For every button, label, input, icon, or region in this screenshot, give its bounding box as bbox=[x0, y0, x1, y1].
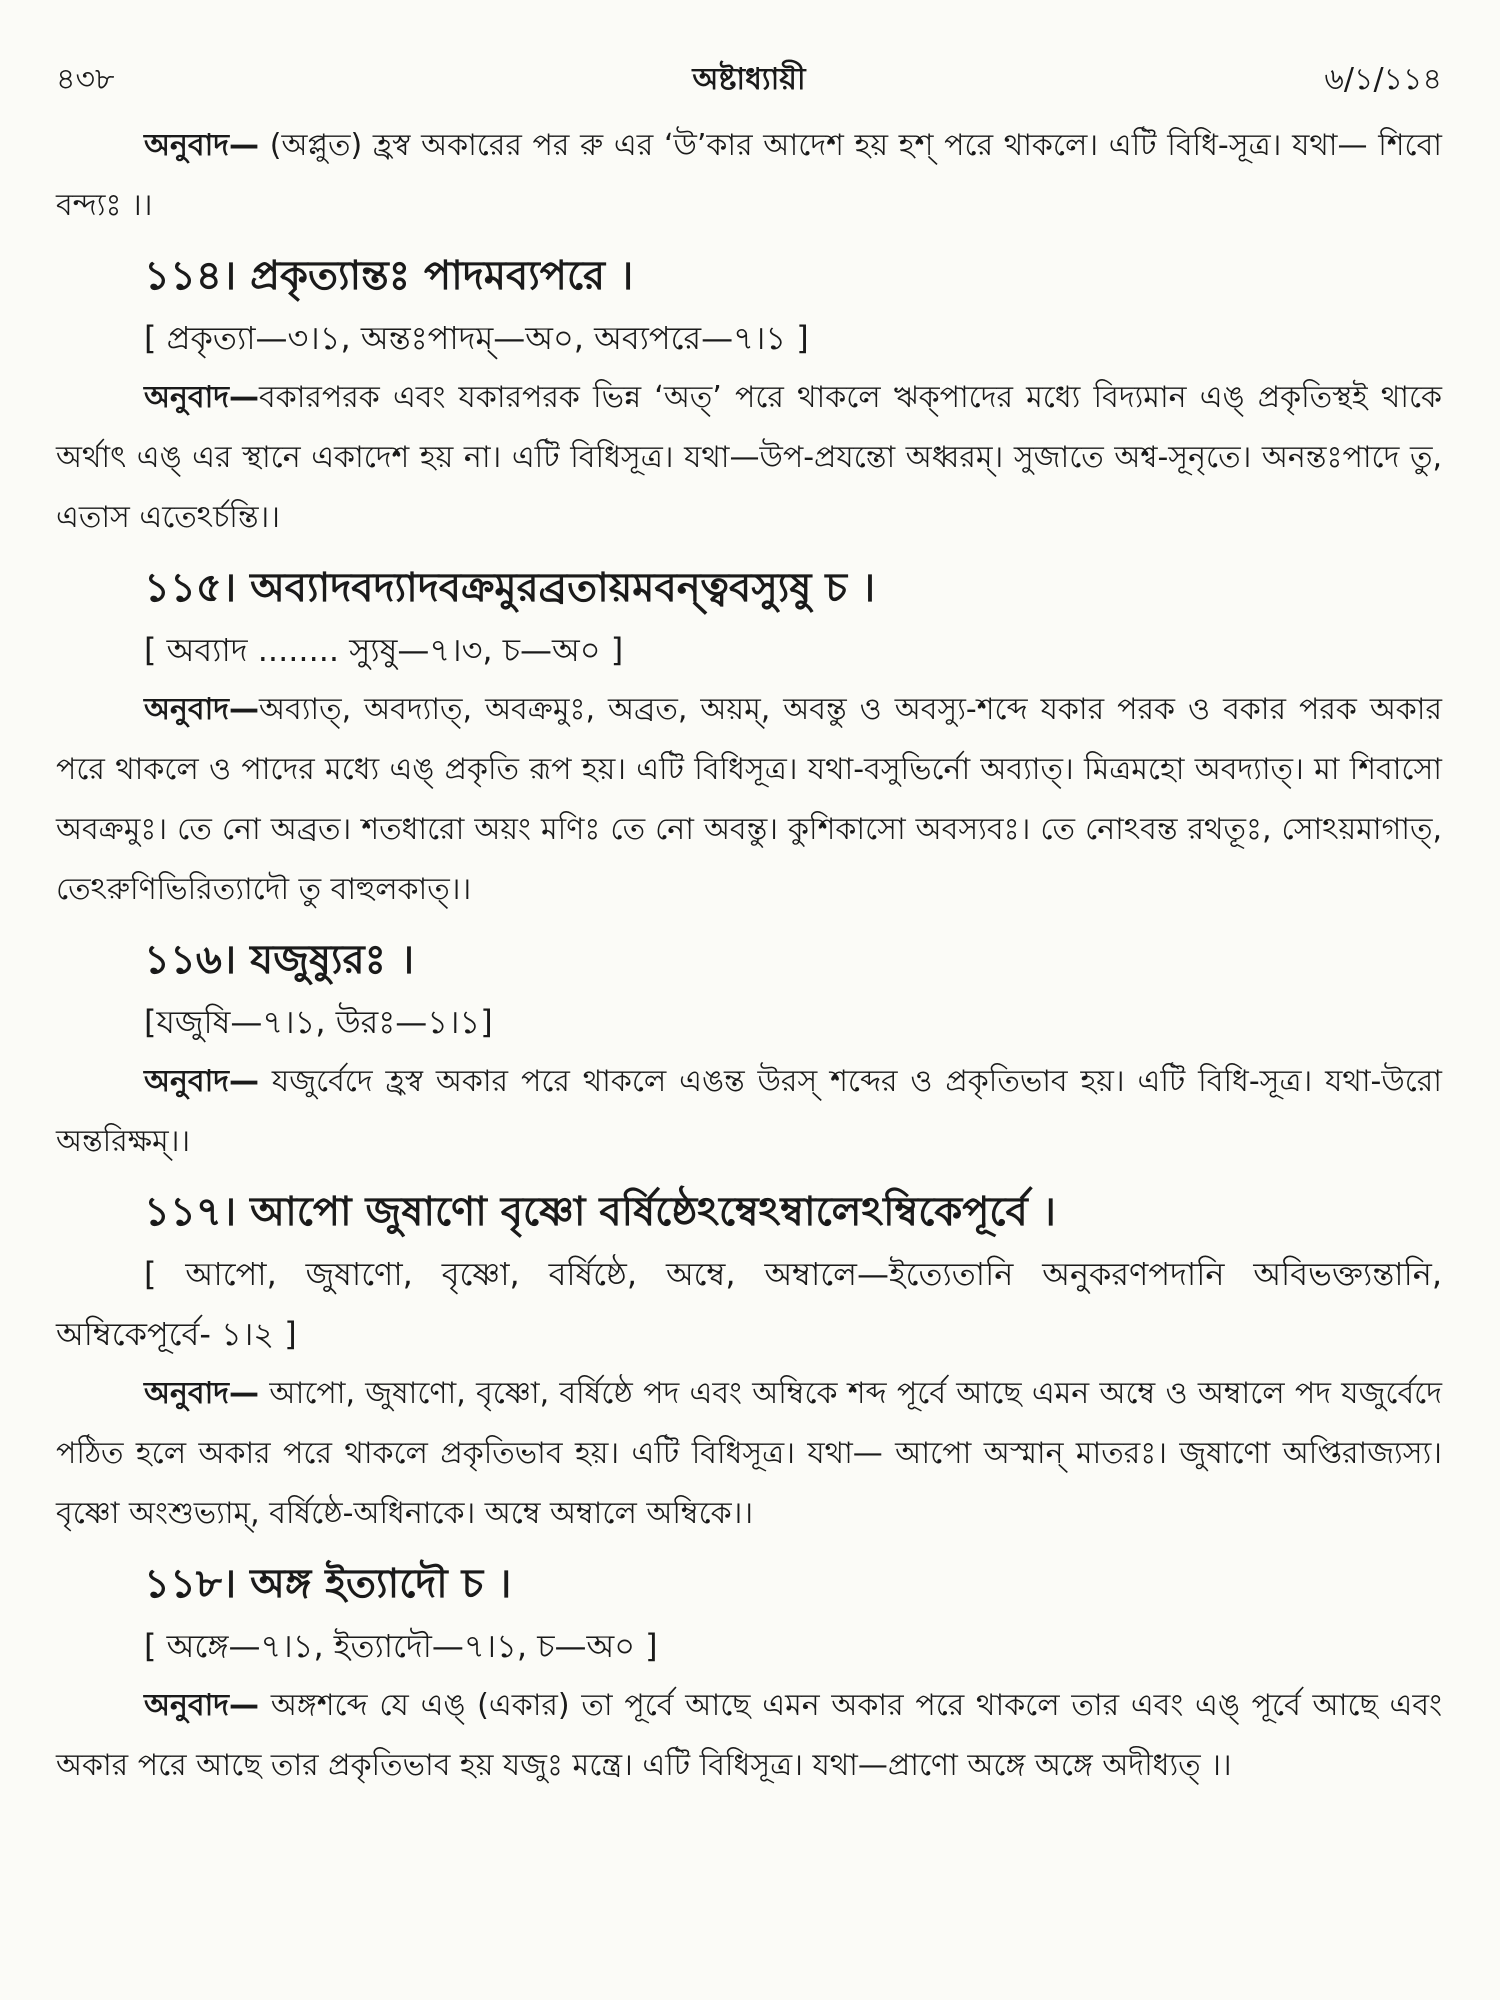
sutra-analysis: [ আপো, জুষাণো, বৃষ্ণো, বর্ষিষ্ঠে, অম্বে, অম্বালে—ইত্যেতানি অনুকরণপদানি অবিভক্ত্যন্তানি, অম্বিকেপূর্বে- ১।২ ] bbox=[56, 1255, 1442, 1353]
translation-label: অনুবাদ— bbox=[144, 1064, 260, 1099]
translation-label: অনুবাদ— bbox=[144, 380, 260, 415]
sutra-analysis: [যজুষি—৭।১, উরঃ—১।১] bbox=[144, 1003, 493, 1041]
translation-label: অনুবাদ— bbox=[144, 1688, 260, 1723]
translation-label: অনুবাদ— bbox=[144, 1376, 260, 1411]
sutra-analysis: [ প্রকৃত্যা—৩।১, অন্তঃপাদম্—অ০, অব্যপরে—৭।১ ] bbox=[144, 319, 809, 357]
translation-paragraph bbox=[56, 116, 1442, 236]
sutra-heading: ১১৫। অব্যাদবদ্যাদবক্রমুরব্রতায়মবন্ত্ববস্যুষু চ । bbox=[144, 565, 876, 611]
translation-paragraph bbox=[56, 680, 1442, 920]
sutra-heading: ১১৪। প্রকৃত্যান্তঃ পাদমব্যপরে । bbox=[144, 253, 634, 299]
translation-text: আপো, জুষাণো, বৃষ্ণো, বর্ষিষ্ঠে পদ এবং অম্বিকে শব্দ পূর্বে আছে এমন অম্বে ও অম্বালে পদ যজুর্বেদে পঠিত হলে অকার পরে থাকলে প্রকৃতিভাব হয়। এটি বিধিসূত্র। যথা— আপো অস্মান্ মাতরঃ। জুষাণো অপ্তিরাজ্যস্য। বৃষ্ণো অংশুভ্যাম্, বর্ষিষ্ঠে-অধিনাকে। অম্বে অম্বালে অম্বিকে।। bbox=[56, 1376, 1442, 1531]
translation-text: বকারপরক এবং যকারপরক ভিন্ন ‘অত্’ পরে থাকলে ঋক্‌পাদের মধ্যে বিদ্যমান এঙ্ প্রকৃতিস্থই থাকে অর্থাৎ এঙ্ এর স্থানে একাদেশ হয় না। এটি বিধিসূত্র। যথা—উপ-প্রযন্তো অধ্বরম্। সুজাতে অশ্ব-সূনৃতে। অনন্তঃপাদে তু, এতাস এতেঽর্চন্তি।। bbox=[56, 380, 1442, 535]
translation-label: অনুবাদ— bbox=[144, 692, 260, 727]
sutra-heading: ১১৮। অঙ্গ ইত্যাদৌ চ । bbox=[144, 1561, 512, 1607]
translation-paragraph bbox=[56, 1364, 1442, 1544]
translation-text: যজুর্বেদে হ্রস্ব অকার পরে থাকলে এঙন্ত উরস্ শব্দের ও প্রকৃতিভাব হয়। এটি বিধি-সূত্র। যথা-উরো অন্তরিক্ষম্।। bbox=[56, 1064, 1442, 1159]
sutra-heading: ১১৭। আপো জুষাণো বৃষ্ণো বর্ষিষ্ঠেঽম্বেঽম্বালেঽম্বিকেপূর্বে । bbox=[144, 1189, 1056, 1235]
translation-paragraph bbox=[56, 1052, 1442, 1172]
sutra-heading: ১১৬। যজুষ্যুরঃ । bbox=[144, 937, 415, 983]
sutra-analysis: [ অঙ্গে—৭।১, ইত্যাদৌ—৭।১, চ—অ০ ] bbox=[144, 1627, 658, 1665]
running-head bbox=[56, 58, 1442, 102]
translation-paragraph bbox=[56, 1676, 1442, 1796]
translation-text: (অপ্লুত) হ্রস্ব অকারের পর রু এর ‘উ’কার আদেশ হয় হশ্ পরে থাকলে। এটি বিধি-সূত্র। যথা— শিবো বন্দ্যঃ ।। bbox=[56, 128, 1442, 223]
page-number: ৪৩৮ bbox=[56, 62, 115, 97]
sutra-analysis: [ অব্যাদ ........ স্যুষু—৭।৩, চ—অ০ ] bbox=[144, 631, 624, 669]
translation-text: অব্যাত্, অবদ্যাত্, অবক্রমুঃ, অব্রত, অয়ম্, অবন্তু ও অবস্যু-শব্দে যকার পরক ও বকার পরক অকার পরে থাকলে ও পাদের মধ্যে এঙ্ প্রকৃতি রূপ হয়। এটি বিধিসূত্র। যথা-বসুভির্নো অব্যাত্। মিত্রমহো অবদ্যাত্। মা শিবাসো অবক্রমুঃ। তে নো অব্রত। শতধারো অয়ং মণিঃ তে নো অবন্তু। কুশিকাসো অবস্যবঃ। তে নোঽবন্ত রথতূঃ, সোঽয়মাগাত্, তেঽরুণিভিরিত্যাদৌ তু বাহুলকাত্।। bbox=[56, 692, 1442, 907]
translation-paragraph bbox=[56, 368, 1442, 548]
translation-label: অনুবাদ— bbox=[144, 128, 260, 163]
translation-text: অঙ্গশব্দে যে এঙ্ (একার) তা পূর্বে আছে এমন অকার পরে থাকলে তার এবং এঙ্ পূর্বে আছে এবং অকার পরে আছে তার প্রকৃতিভাব হয় যজুঃ মন্ত্রে। এটি বিধিসূত্র। যথা—প্রাণো অঙ্গে অঙ্গে অদীধ্যত্ ।। bbox=[56, 1688, 1442, 1783]
sutra-reference: ৬/১/১১৪ bbox=[1324, 62, 1442, 97]
book-title: অষ্টাধ্যায়ী bbox=[692, 62, 806, 97]
